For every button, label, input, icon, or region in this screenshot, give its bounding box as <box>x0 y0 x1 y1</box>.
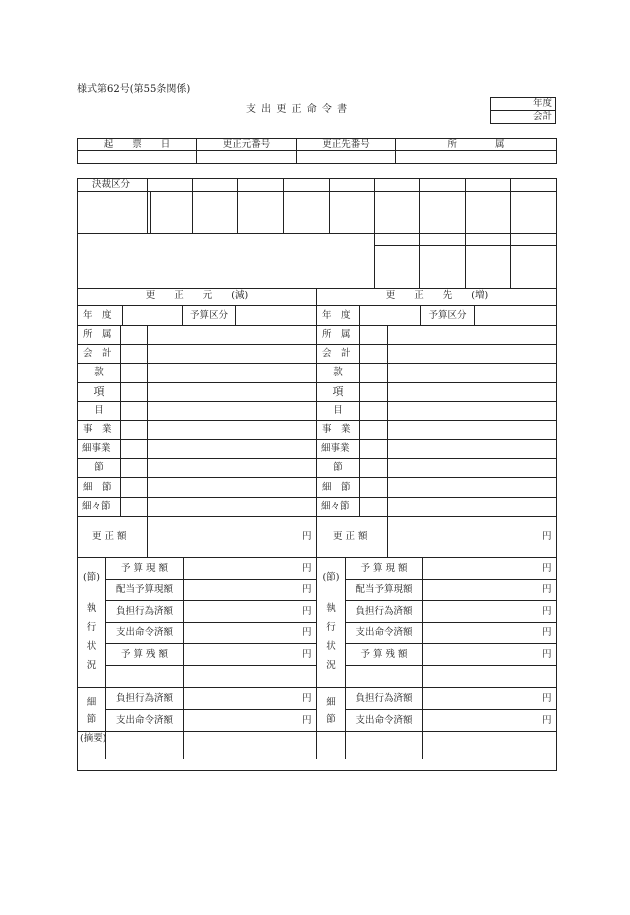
saki-yosan-kubun-label: 予算区分 <box>428 310 467 321</box>
moto-saisetsu-char-1: 細 <box>86 697 97 708</box>
saki-zan-label: 予 算 残 額 <box>360 649 408 660</box>
moto-setsu-label: 節 <box>94 462 104 473</box>
saki-exec-char-2: 行 <box>326 622 336 633</box>
moto-jigyo-label: 事 業 <box>83 424 112 435</box>
saki-yen-2: 円 <box>542 584 552 595</box>
saki-exec-char-4: 況 <box>326 660 336 671</box>
saki-saisaisetsu-label: 細々節 <box>321 501 350 512</box>
moto-amount-yen: 円 <box>302 531 312 542</box>
saki-saisetsu-char-2: 節 <box>326 714 336 725</box>
moto-exec-char-4: 況 <box>86 660 97 671</box>
moto-kaikei-label: 会 計 <box>83 348 112 359</box>
moto-values-column[interactable] <box>148 326 315 515</box>
moto-yen-3: 円 <box>302 606 312 617</box>
moto-moku-label: 目 <box>94 405 104 416</box>
saki-shishutsu-label: 支出命令済額 <box>355 627 413 638</box>
moto-kan-label: 款 <box>94 367 104 378</box>
saki-saisetsu-futan-label: 負担行為済額 <box>355 693 413 704</box>
moto-yosan-kubun-field[interactable] <box>236 306 315 324</box>
moto-section-title: 更 正 元 (減) <box>145 290 249 301</box>
saki-section-title: 更 正 先 (増) <box>385 290 489 301</box>
kihyo-date-field[interactable] <box>78 151 195 163</box>
moto-yen-7: 円 <box>302 715 312 726</box>
saki-yosan-kubun-field[interactable] <box>475 306 556 324</box>
saki-yen-4: 円 <box>542 627 552 638</box>
moto-amount-field[interactable] <box>148 517 298 556</box>
moto-yosan-gen-label: 予 算 現 額 <box>120 563 169 574</box>
summary-field[interactable] <box>78 746 556 770</box>
moto-setsu-paren-label: (節) <box>83 572 100 583</box>
moto-no-header: 更正元番号 <box>222 139 271 150</box>
saki-yosan-gen-label: 予 算 現 額 <box>360 563 408 574</box>
moto-yen-5: 円 <box>302 649 312 660</box>
moto-saisetsu-futan-label: 負担行為済額 <box>115 693 173 704</box>
moto-nendo-field[interactable] <box>123 306 181 324</box>
saki-moku-label: 目 <box>333 405 343 416</box>
moto-exec-char-3: 状 <box>86 641 97 652</box>
form-title: 支 出 更 正 命 令 書 <box>246 104 349 115</box>
year-label: 年度 <box>532 98 552 109</box>
saki-saisetsu-shishutsu-label: 支出命令済額 <box>355 715 413 726</box>
moto-nendo-label: 年 度 <box>83 310 112 321</box>
moto-futan-label: 負担行為済額 <box>115 606 173 617</box>
saki-yen-6: 円 <box>542 693 552 704</box>
shozoku-field[interactable] <box>396 151 556 163</box>
moto-yen-1: 円 <box>302 563 312 574</box>
moto-execution-values[interactable] <box>184 558 299 687</box>
saki-nendo-label: 年 度 <box>322 310 351 321</box>
saki-nendo-field[interactable] <box>360 306 419 324</box>
saki-futan-label: 負担行為済額 <box>355 606 413 617</box>
saki-no-field[interactable] <box>297 151 394 163</box>
saki-values-column[interactable] <box>388 326 556 515</box>
moto-yen-4: 円 <box>302 627 312 638</box>
moto-saisetsu-label: 細 節 <box>83 482 112 493</box>
approval-stamp-area[interactable] <box>78 234 373 287</box>
moto-amount-label: 更 正 額 <box>92 531 127 542</box>
moto-zan-label: 予 算 残 額 <box>120 649 169 660</box>
saki-no-header: 更正先番号 <box>322 139 370 150</box>
moto-haito-label: 配当予算現額 <box>115 584 173 595</box>
moto-exec-char-1: 執 <box>86 603 97 614</box>
saki-saisetsu-values[interactable] <box>423 688 538 730</box>
saki-amount-field[interactable] <box>388 517 538 556</box>
moto-saisaisetsu-label: 細々節 <box>82 501 111 512</box>
kihyo-date-header: 起 票 日 <box>103 139 171 150</box>
saki-exec-char-1: 執 <box>326 603 336 614</box>
saki-yen-5: 円 <box>542 649 552 660</box>
moto-yosan-kubun-label: 予算区分 <box>189 310 228 321</box>
form-id: 様式第62号(第55条関係) <box>77 84 191 95</box>
saki-execution-values[interactable] <box>423 558 538 687</box>
saki-setsu-paren-label: (節) <box>322 572 340 583</box>
saki-jigyo-label: 事 業 <box>322 424 351 435</box>
saki-saijigyo-label: 細事業 <box>321 443 350 454</box>
moto-yen-2: 円 <box>302 584 312 595</box>
saki-kaikei-label: 会 計 <box>322 348 351 359</box>
moto-kou-label: 項 <box>93 385 105 398</box>
moto-saisetsu-char-2: 節 <box>86 714 97 725</box>
saki-yen-1: 円 <box>542 563 552 574</box>
saki-amount-yen: 円 <box>542 531 552 542</box>
account-label: 会計 <box>532 111 552 122</box>
saki-exec-char-3: 状 <box>326 641 336 652</box>
saki-setsu-label: 節 <box>333 462 343 473</box>
saki-haito-label: 配当予算現額 <box>355 584 413 595</box>
moto-shishutsu-label: 支出命令済額 <box>115 627 173 638</box>
shozoku-header: 所 属 <box>447 139 505 150</box>
moto-saisetsu-shishutsu-label: 支出命令済額 <box>115 715 173 726</box>
saki-saisetsu-char-1: 細 <box>326 697 336 708</box>
saki-kou-label: 項 <box>332 385 344 398</box>
moto-yen-6: 円 <box>302 693 312 704</box>
kessai-kubun-label: 決裁区分 <box>92 179 131 190</box>
moto-no-field[interactable] <box>197 151 295 163</box>
moto-exec-char-2: 行 <box>86 622 97 633</box>
saki-yen-3: 円 <box>542 606 552 617</box>
moto-saijigyo-label: 細事業 <box>82 443 111 454</box>
moto-saisetsu-values[interactable] <box>184 688 299 730</box>
saki-kan-label: 款 <box>333 367 343 378</box>
moto-shozoku-label: 所 属 <box>83 329 112 340</box>
saki-yen-7: 円 <box>542 715 552 726</box>
summary-label: (摘要) <box>80 733 107 744</box>
saki-saisetsu-label: 細 節 <box>322 482 351 493</box>
saki-amount-label: 更 正 額 <box>333 531 368 542</box>
saki-shozoku-label: 所 属 <box>322 329 351 340</box>
